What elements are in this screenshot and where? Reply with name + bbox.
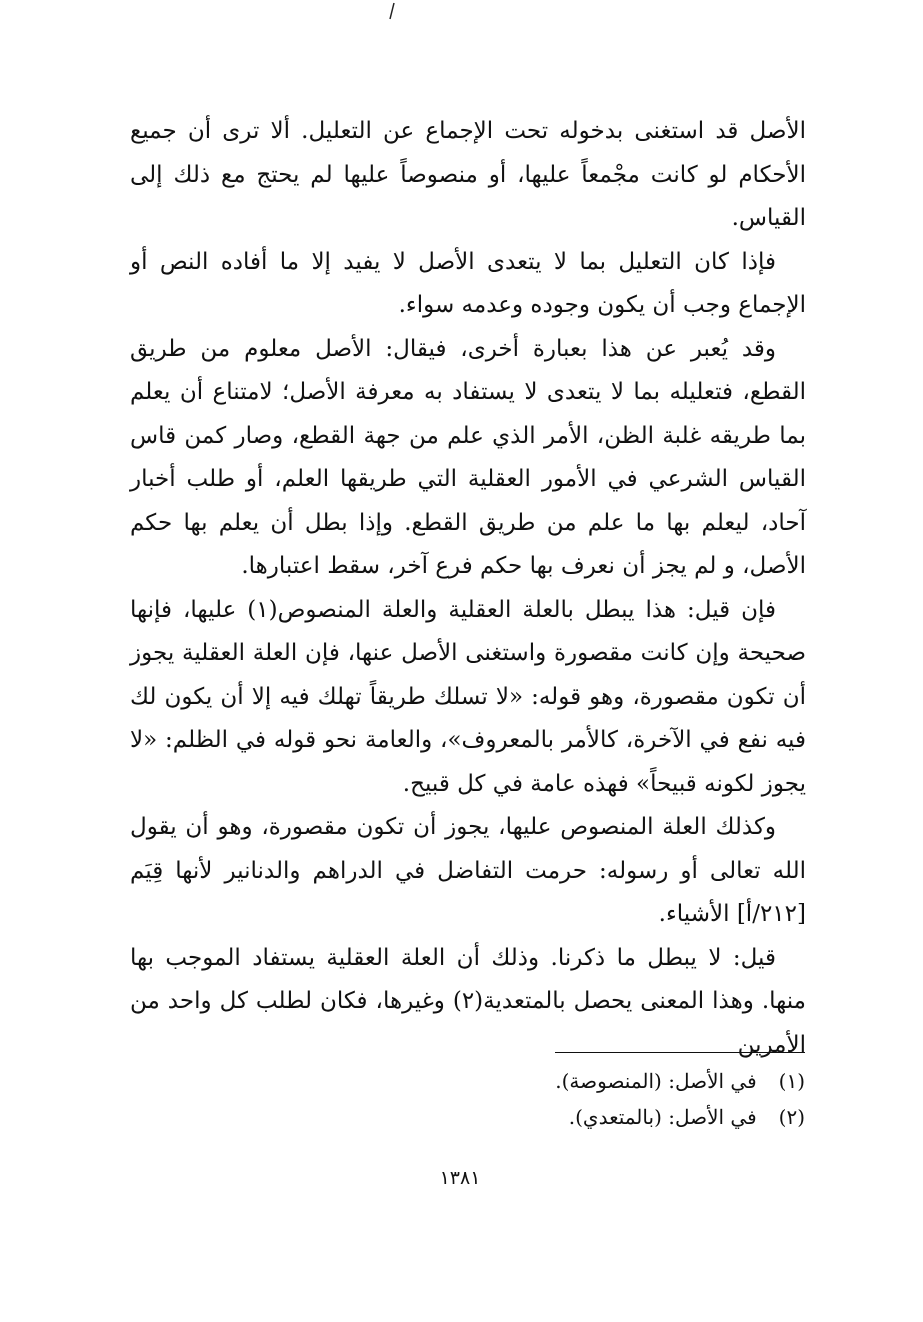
footnote-text: في الأصل: (المنصوصة). (555, 1069, 757, 1093)
footnotes (400, 1063, 805, 1135)
footnote-number: (١) (778, 1069, 805, 1093)
paragraph-4: فإن قيل: هذا يبطل بالعلة العقلية والعلة المنصوص(١) عليها، فإنها صحيحة وإن كانت مقصورة واستغنى الأصل عنها، فإن العلة العقلية يجوز أن تكون مقصورة، وهو قوله: «لا تسلك طريقاً تهلك فيه إلا أن يكون لك فيه نفع في الآخرة، كالأمر بالمعروف»، والعامة نحو قوله في الظلم: «لا يجوز لكونه قبيحاً» فهذه عامة في كل قبيح. (130, 596, 806, 797)
main-text (130, 110, 806, 1067)
footnote-1 (400, 1063, 805, 1099)
paragraph-2: فإذا كان التعليل بما لا يتعدى الأصل لا يفيد إلا ما أفاده النص أو الإجماع وجب أن يكون وجوده وعدمه سواء. (130, 248, 806, 318)
footnote-2 (400, 1099, 805, 1135)
footnote-number: (٢) (778, 1105, 805, 1129)
paragraph-3: وقد يُعبر عن هذا بعبارة أخرى، فيقال: الأصل معلوم من طريق القطع، فتعليله بما لا يتعدى لا يستفاد به معرفة الأصل؛ لامتناع أن يعلم بما طريقه غلبة الظن، الأمر الذي علم من جهة القطع، وصار كمن قاس القياس الشرعي في الأمور العقلية التي طريقها العلم، أو طلب أخبار آحاد، ليعلم بها ما علم من طريق القطع. وإذا بطل أن يعلم بها حكم الأصل، و لم يجز أن نعرف بها حكم فرع آخر، سقط اعتبارها. (130, 335, 806, 579)
page-number: ١٣٨١ (439, 1167, 481, 1189)
footnote-text: في الأصل: (بالمتعدي). (568, 1105, 757, 1129)
page-top-mark (384, 2, 400, 20)
paragraph-1: الأصل قد استغنى بدخوله تحت الإجماع عن التعليل. ألا ترى أن جميع الأحكام لو كانت مجْمعاً عليها، أو منصوصاً عليها لم يحتج مع ذلك إلى القياس. (130, 118, 806, 231)
paragraph-6: قيل: لا يبطل ما ذكرنا. وذلك أن العلة العقلية يستفاد الموجب بها منها. وهذا المعنى يحصل بالمتعدية(٢) وغيرها، فكان لطلب كل واحد من الأمرين (130, 944, 806, 1058)
paragraph-5: وكذلك العلة المنصوص عليها، يجوز أن تكون مقصورة، وهو أن يقول الله تعالى أو رسوله: حرمت التفاضل في الدراهم والدنانير لأنها قِيَم [٢١٢/أ] الأشياء. (130, 814, 806, 927)
footnote-divider (555, 1052, 805, 1053)
